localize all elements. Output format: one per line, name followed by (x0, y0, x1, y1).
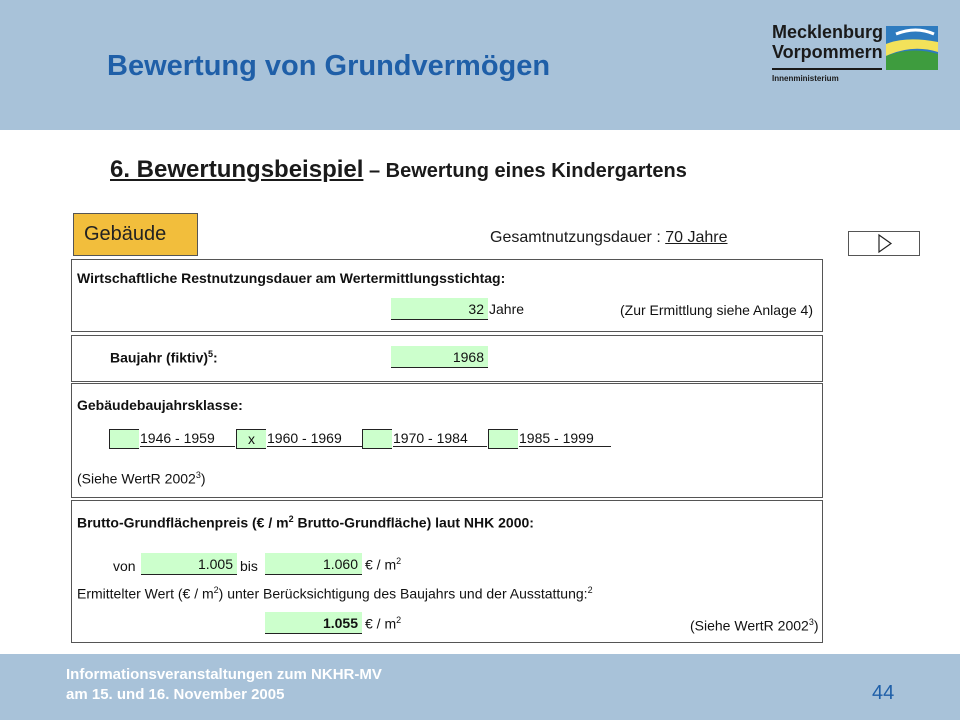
von-field[interactable]: 1.005 (141, 553, 237, 575)
bis-field[interactable]: 1.060 (265, 553, 362, 575)
klasse-checkbox-1985[interactable] (488, 429, 518, 449)
von-label: von (113, 558, 136, 574)
bgf-note: (Siehe WertR 2002$^3$) (690, 617, 819, 634)
panel-baujahr (71, 335, 823, 382)
klasse-checkbox-1970[interactable] (362, 429, 392, 449)
tab-gebaeude[interactable]: Gebäude (73, 213, 198, 256)
slide-heading (110, 156, 687, 184)
heading-subtitle: – Bewertung eines Kindergartens (363, 160, 687, 182)
bis-unit: € / $m^2$ (365, 556, 402, 573)
klasse-label-1960: 1960 - 1969 (267, 430, 362, 447)
restnutzungsdauer-unit: Jahre (489, 301, 525, 317)
ermittelter-wert-label: Ermittelter Wert (€ / $m^2$) unter Berücksichtigung des Baujahrs und der Ausstattung:$^2$ (77, 585, 593, 602)
bgf-preis-label: Brutto-Grundflächenpreis (€ / $m^2$ Brutto-Grundfläche) laut NHK 2000: (77, 514, 534, 531)
footer-event-line2: am 15. und 16. November 2005 (66, 686, 285, 703)
panel-restnutzungsdauer (71, 259, 823, 332)
klasse-checkbox-1960[interactable]: x (236, 429, 266, 449)
klasse-label-1970: 1970 - 1984 (393, 430, 487, 447)
logo-line1: Mecklenburg (772, 22, 884, 42)
restnutzungsdauer-note: (Zur Ermittlung siehe Anlage 4) (620, 302, 813, 318)
panel-bgf-preis (71, 500, 823, 643)
restnutzungsdauer-field[interactable]: 32 (391, 298, 488, 320)
baujahr-label: Baujahr (fiktiv)$^5$: (110, 349, 218, 366)
panel-baujahrsklasse (71, 383, 823, 498)
state-logo-icon (886, 26, 938, 70)
gesamtnutzungsdauer-value: 70 Jahre (665, 229, 728, 246)
gesamtnutzungsdauer (490, 229, 727, 247)
play-icon (849, 232, 919, 255)
klasse-label-1985: 1985 - 1999 (519, 430, 611, 447)
logo-line2: Vorpommern (772, 42, 883, 62)
result-unit: € / $m^2$ (365, 615, 402, 632)
restnutzungsdauer-label: Wirtschaftliche Restnutzungsdauer am Wertermittlungsstichtag: (77, 270, 506, 286)
play-button[interactable] (848, 231, 920, 256)
footer-event-line1: Informationsveranstaltungen zum NKHR-MV (66, 666, 382, 683)
page-number: 44 (872, 682, 895, 704)
klasse-label-1946: 1946 - 1959 (140, 430, 235, 447)
gesamtnutzungsdauer-label: Gesamtnutzungsdauer : (490, 229, 666, 246)
klasse-checkbox-1946[interactable] (109, 429, 139, 449)
baujahrsklasse-note: (Siehe WertR 2002$^3$) (77, 470, 206, 487)
bis-label: bis (240, 558, 258, 574)
heading-main: 6. Bewertungsbeispiel (110, 156, 364, 183)
presentation-title: Bewertung von Grundvermögen (107, 50, 551, 82)
baujahr-field[interactable]: 1968 (391, 346, 488, 368)
ermittelter-wert-field[interactable]: 1.055 (265, 612, 362, 634)
logo-rule (772, 68, 882, 70)
logo-line3: Innenministerium (772, 74, 839, 83)
baujahrsklasse-label: Gebäudebaujahrsklasse: (77, 397, 243, 413)
